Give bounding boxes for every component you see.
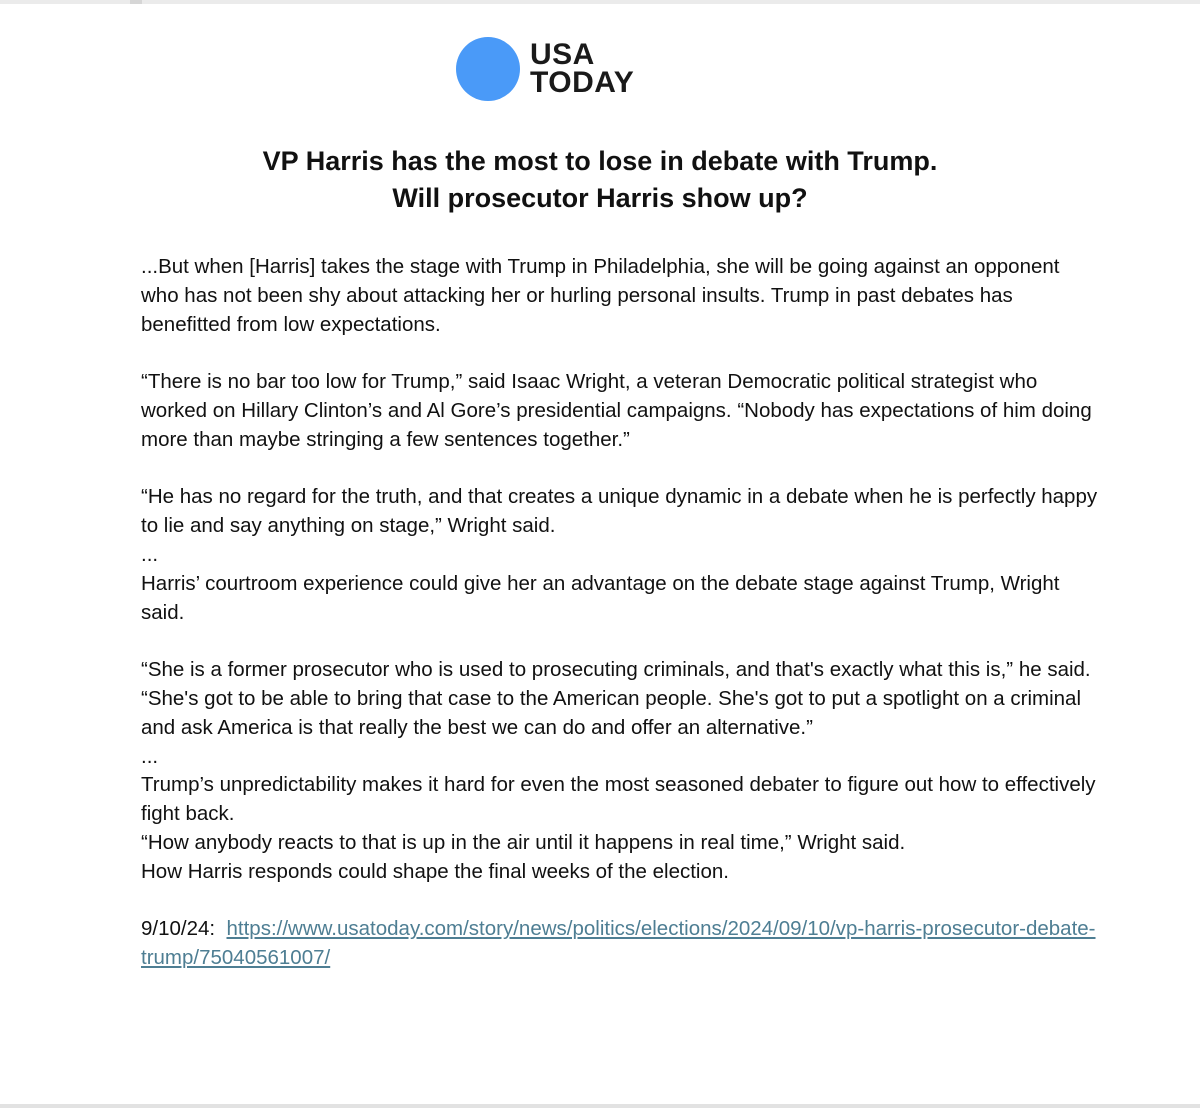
source-citation [141, 915, 1101, 973]
headline-line-2: Will prosecutor Harris show up? [392, 183, 808, 213]
paragraph-courtroom: Harris’ courtroom experience could give her an advantage on the debate stage against Trump, Wright said. [141, 571, 1060, 624]
ellipsis-2: ... [141, 744, 159, 768]
paragraph-spacer [141, 887, 1101, 916]
paragraph-intro: ...But when [Harris] takes the stage with Trump in Philadelphia, she will be going against an opponent who has not been shy about attacking her or hurling personal insults. Trump in past debates has benefitted from low expectations. [141, 255, 1060, 336]
top-border [0, 0, 1200, 4]
logo-circle-icon [456, 37, 520, 101]
bottom-border [0, 1104, 1200, 1108]
source-link[interactable]: https://www.usatoday.com/story/news/politics/elections/2024/09/10/vp-harris-prosecutor-debate-trump/75040561007/ [141, 917, 1096, 970]
ellipsis-1: ... [141, 542, 159, 566]
headline-line-1: VP Harris has the most to lose in debate with Trump. [262, 146, 938, 176]
logo-line-today: TODAY [530, 66, 635, 99]
paragraph-spacer [141, 627, 1101, 656]
article-body [141, 253, 1101, 973]
paragraph-spacer [141, 339, 1101, 368]
paragraph-quote-reacts: “How anybody reacts to that is up in the air until it happens in real time,” Wright said. [141, 830, 906, 854]
top-border-mark [130, 0, 142, 4]
usa-today-logo [456, 37, 634, 101]
citation-date: 9/10/24: [141, 917, 216, 941]
logo-line-usa: USA [530, 38, 595, 71]
paragraph-quote-truth: “He has no regard for the truth, and that creates a unique dynamic in a debate when he is perfectly happy to lie and say anything on stage,” Wright said. [141, 485, 1098, 538]
paragraph-closing: How Harris responds could shape the final weeks of the election. [141, 859, 729, 883]
paragraph-unpredictability: Trump’s unpredictability makes it hard for even the most seasoned debater to figure out how to effectively fight back. [141, 773, 1096, 826]
article-headline [0, 143, 1200, 217]
logo-wordmark [530, 38, 635, 99]
paragraph-quote-bar: “There is no bar too low for Trump,” said Isaac Wright, a veteran Democratic political strategist who worked on Hillary Clinton’s and Al Gore’s presidential campaigns. “Nobody has expectations of him doing more than maybe stringing a few sentences together.” [141, 370, 1092, 451]
paragraph-spacer [141, 455, 1101, 484]
paragraph-quote-prosecutor: “She is a former prosecutor who is used to prosecuting criminals, and that's exactly what this is,” he said. “She's got to be able to bring that case to the American people. She's got to put a spotlight on a criminal and ask America is that really the best we can do and offer an alternative.” [141, 658, 1091, 739]
